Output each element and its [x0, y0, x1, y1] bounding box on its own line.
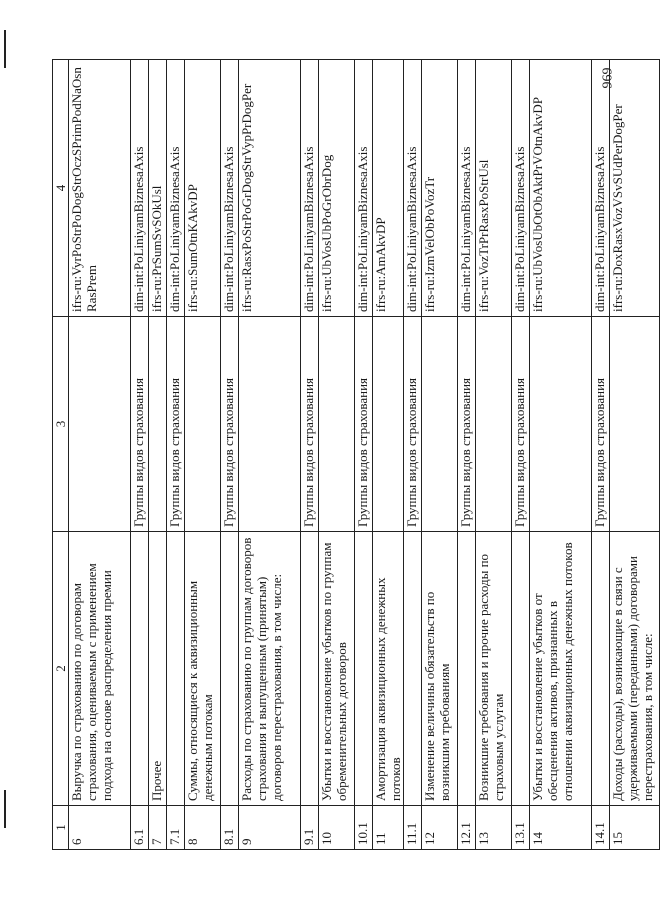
table-row: [167, 60, 185, 850]
row-number: 7: [149, 806, 167, 850]
row-description: [221, 532, 239, 806]
row-code: ifrs-ru:DoxRasxVozVSvSUdPerDogPer: [610, 60, 660, 317]
row-group: [422, 317, 458, 532]
row-number: 15: [610, 806, 660, 850]
row-code: dim-int:PoLiniyamBiznesaAxis: [355, 60, 373, 317]
row-number: 10: [319, 806, 355, 850]
row-code: ifrs-ru:VozTrPrRasxPoStrUsl: [476, 60, 512, 317]
row-code: ifrs-ru:RasxPoStrPoGrDogStrVypPrDogPer: [239, 60, 301, 317]
row-code: dim-int:PoLiniyamBiznesaAxis: [301, 60, 319, 317]
table-row: [239, 60, 301, 850]
table-row: [610, 60, 660, 850]
row-group: Группы видов страхования: [355, 317, 373, 532]
row-code: dim-int:PoLiniyamBiznesaAxis: [131, 60, 149, 317]
row-code: dim-int:PoLiniyamBiznesaAxis: [404, 60, 422, 317]
margin-line-bottom: [4, 790, 6, 828]
page-number: 969: [600, 67, 616, 89]
row-code: dim-int:PoLiniyamBiznesaAxis: [592, 60, 610, 317]
row-code: ifrs-ru:AmAkvDP: [373, 60, 404, 317]
header-col-1: 1: [53, 806, 69, 850]
table-row: [512, 60, 530, 850]
table-row: [422, 60, 458, 850]
row-number: 8: [185, 806, 221, 850]
row-group: [239, 317, 301, 532]
row-group: [373, 317, 404, 532]
row-code: ifrs-ru:IzmVelObPoVozTr: [422, 60, 458, 317]
table-row: [221, 60, 239, 850]
row-description: Суммы, относящиеся к аквизиционным денежным потокам: [185, 532, 221, 806]
row-code: ifrs-ru:SumOtnKAkvDP: [185, 60, 221, 317]
row-group: [610, 317, 660, 532]
row-number: 6: [69, 806, 131, 850]
row-code: dim-int:PoLiniyamBiznesaAxis: [458, 60, 476, 317]
row-number: 14: [530, 806, 592, 850]
row-code: ifrs-ru:UbVosUbOtObAktPrVOtnAkvDP: [530, 60, 592, 317]
row-number: 13.1: [512, 806, 530, 850]
header-col-4: 4: [53, 60, 69, 317]
row-number: 9.1: [301, 806, 319, 850]
row-number: 13: [476, 806, 512, 850]
row-description: Убытки и восстановление убытков по группам обременительных договоров: [319, 532, 355, 806]
row-number: 12: [422, 806, 458, 850]
row-code: ifrs-ru:UbVosUbPoGrObrDog: [319, 60, 355, 317]
row-description: Изменение величины обязательств по возникшим требованиям: [422, 532, 458, 806]
table-row: [149, 60, 167, 850]
header-row: [53, 60, 69, 850]
row-number: 8.1: [221, 806, 239, 850]
row-group: Группы видов страхования: [167, 317, 185, 532]
row-code: ifrs-ru:VyrPoStrPoDogStrOczSPrimPodNaOsnRasPrem: [69, 60, 131, 317]
row-group: Группы видов страхования: [221, 317, 239, 532]
row-group: Группы видов страхования: [404, 317, 422, 532]
row-number: 11.1: [404, 806, 422, 850]
table-row: [373, 60, 404, 850]
table-row: [530, 60, 592, 850]
row-description: [301, 532, 319, 806]
row-description: Расходы по страхованию по группам договоров страхования и выпущенным (принятым) договоров перестрахования, в том числе:: [239, 532, 301, 806]
header-col-2: 2: [53, 532, 69, 806]
row-description: Амортизация аквизиционных денежных потоков: [373, 532, 404, 806]
row-code: ifrs-ru:PrSumSvSOkUsl: [149, 60, 167, 317]
row-group: [476, 317, 512, 532]
row-group: [530, 317, 592, 532]
row-description: Прочее: [149, 532, 167, 806]
row-number: 6.1: [131, 806, 149, 850]
row-group: [69, 317, 131, 532]
row-description: Доходы (расходы), возникающие в связи с удерживаемыми (переданными) договорами перестрахования, в том числе:: [610, 532, 660, 806]
row-number: 9: [239, 806, 301, 850]
table-row: [355, 60, 373, 850]
table-row: [404, 60, 422, 850]
row-description: Убытки и восстановление убытков от обесценения активов, признанных в отношении аквизиционных денежных потоков: [530, 532, 592, 806]
row-group: Группы видов страхования: [592, 317, 610, 532]
table-row: [592, 60, 610, 850]
row-group: Группы видов страхования: [512, 317, 530, 532]
row-description: [167, 532, 185, 806]
row-code: dim-int:PoLiniyamBiznesaAxis: [167, 60, 185, 317]
data-table: [52, 59, 660, 850]
row-description: Возникшие требования и прочие расходы по страховым услугам: [476, 532, 512, 806]
row-description: [404, 532, 422, 806]
table-row: [301, 60, 319, 850]
row-number: 14.1: [592, 806, 610, 850]
row-description: [131, 532, 149, 806]
header-col-3: 3: [53, 317, 69, 532]
row-group: Группы видов страхования: [131, 317, 149, 532]
row-description: [355, 532, 373, 806]
row-description: [458, 532, 476, 806]
row-number: 7.1: [167, 806, 185, 850]
table-row: [458, 60, 476, 850]
row-group: [319, 317, 355, 532]
table-row: [131, 60, 149, 850]
table-row: [185, 60, 221, 850]
table-row: [69, 60, 131, 850]
row-group: Группы видов страхования: [301, 317, 319, 532]
row-description: [592, 532, 610, 806]
row-group: [185, 317, 221, 532]
row-description: [512, 532, 530, 806]
table-row: [476, 60, 512, 850]
row-number: 12.1: [458, 806, 476, 850]
row-group: [149, 317, 167, 532]
row-number: 11: [373, 806, 404, 850]
row-code: dim-int:PoLiniyamBiznesaAxis: [512, 60, 530, 317]
row-code: dim-int:PoLiniyamBiznesaAxis: [221, 60, 239, 317]
row-description: Выручка по страхованию по договорам страхования, оцениваемым с применением подхода на основе распределения премии: [69, 532, 131, 806]
row-number: 10.1: [355, 806, 373, 850]
margin-line-top: [4, 30, 6, 68]
row-group: Группы видов страхования: [458, 317, 476, 532]
table-row: [319, 60, 355, 850]
